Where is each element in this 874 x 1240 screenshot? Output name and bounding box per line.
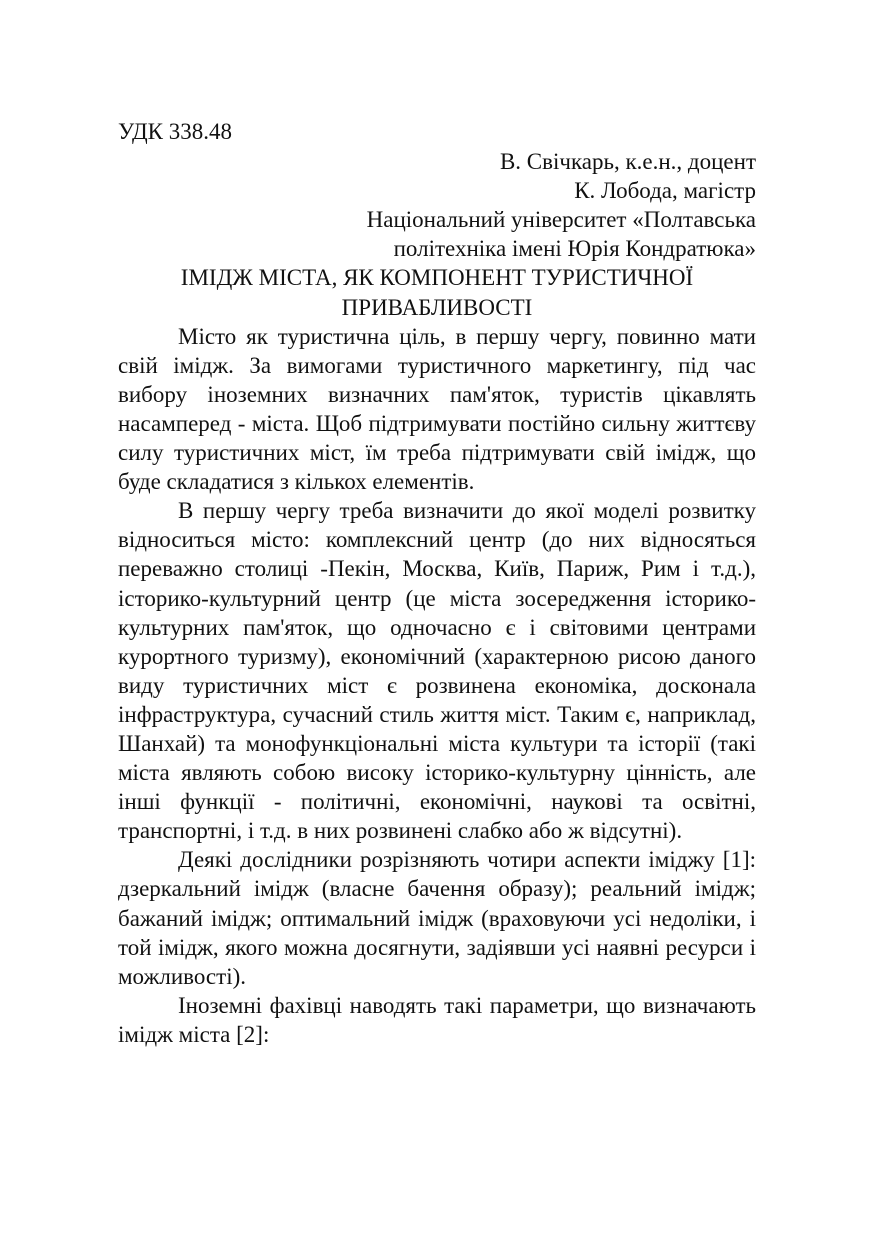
title-line-1: ІМІДЖ МІСТА, ЯК КОМПОНЕНТ ТУРИСТИЧНОЇ [180,265,694,291]
author-line-2: К. Лобода, магістр [574,178,756,204]
paper-title [118,263,756,321]
title-line-2: ПРИВАБЛИВОСТІ [341,294,533,320]
affiliation-line-2: політехніка імені Юрія Кондратюка» [393,236,756,262]
page-content [118,117,756,1049]
body-paragraph-4: Іноземні фахівці наводять такі параметри, що визначають імідж міста [2]: [118,992,756,1047]
affiliation-line-1: Національний університет «Полтавська [366,207,756,233]
body-paragraph-3: Деякі дослідники розрізняють чотири аспекти іміджу [1]: дзеркальний імідж (власне бачення образу); реальний імідж; бажаний імідж; оптимальний імідж (враховуючи усі недоліки, і той імідж, якого можна досягнути, задіявши усі наявні ресурси і можливості). [118,847,756,989]
author-line-1: В. Свічкарь, к.е.н., доцент [499,149,756,175]
author-block [118,147,756,263]
udk-code: УДК 338.48 [118,119,232,144]
body-paragraph-1: Місто як туристична ціль, в першу чергу, повинно мати свій імідж. За вимогами туристичного маркетингу, під час вибору іноземних визначних пам'яток, туристів цікавлять насамперед - міста. Щоб підтримувати постійно сильну життєву силу туристичних міст, їм треба підтримувати свій імідж, що буде складатися з кількох елементів. [118,323,756,495]
body-paragraph-2: В першу чергу треба визначити до якої моделі розвитку відноситься місто: комплексний центр (до них відносяться переважно столиці -Пекін, Москва, Київ, Париж, Рим і т.д.), історико-культурний центр (це міста зосередження історико-культурних пам'яток, що одночасно є і світовими центрами курортного туризму), економічний (характерною рисою даного виду туристичних міст є розвинена економіка, досконала інфраструктура, сучасний стиль життя міст. Таким є, наприклад, Шанхай) та монофункціональні міста культури та історії (такі міста являють собою високу історико-культурну цінність, але інші функції - політичні, економічні, наукові та освітні, транспортні, і т.д. в них розвинені слабко або ж відсутні). [118,498,756,844]
